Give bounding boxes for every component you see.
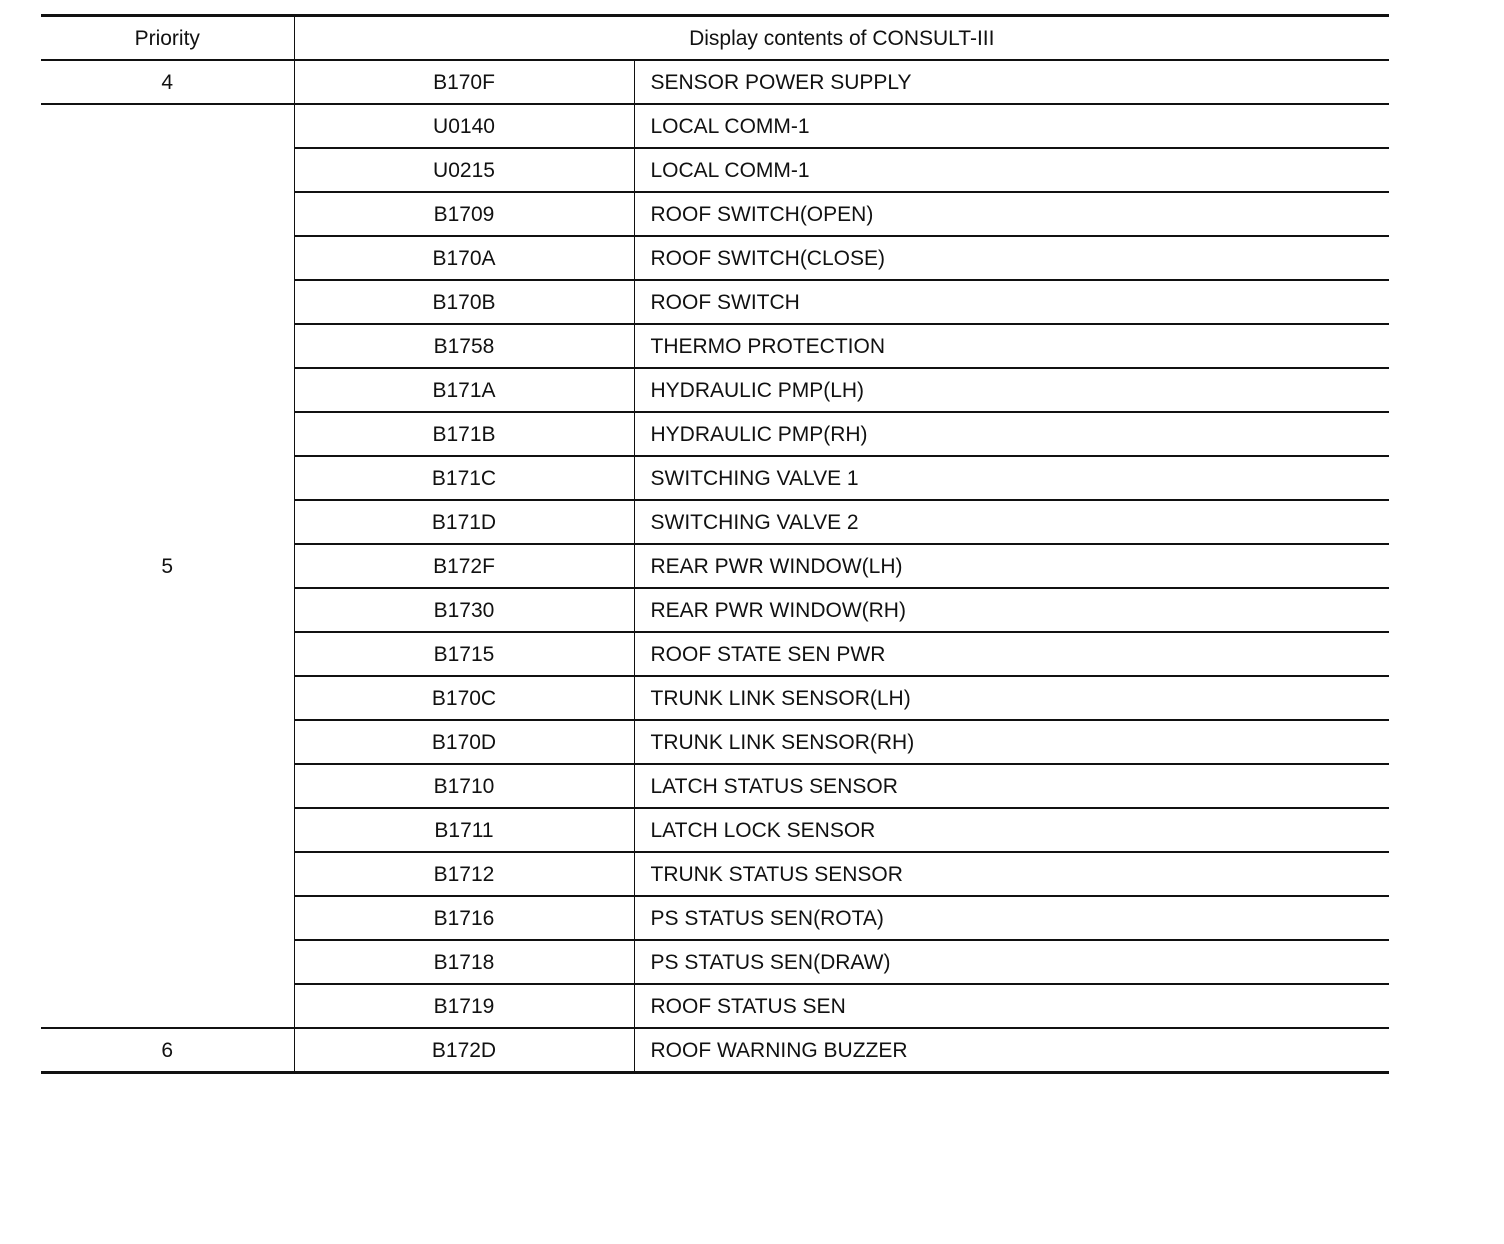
dtc-description-cell: ROOF STATE SEN PWR — [650, 642, 886, 666]
dtc-description-cell: HYDRAULIC PMP(RH) — [650, 422, 868, 446]
dtc-description-cell: PS STATUS SEN(ROTA) — [650, 906, 884, 930]
priority-cell: 6 — [41, 1028, 294, 1073]
dtc-description-cell: LATCH STATUS SENSOR — [650, 774, 898, 798]
dtc-code-cell: B172D — [294, 1028, 634, 1073]
dtc-description-cell: ROOF SWITCH — [650, 290, 800, 314]
dtc-description-cell: REAR PWR WINDOW(LH) — [650, 554, 903, 578]
display-contents-column-header: Display contents of CONSULT-III — [294, 16, 1389, 61]
dtc-code-cell: B171D — [294, 500, 634, 544]
dtc-description-cell: SWITCHING VALVE 1 — [650, 466, 859, 490]
dtc-code-cell: B170D — [294, 720, 634, 764]
dtc-description-cell: ROOF WARNING BUZZER — [650, 1038, 908, 1062]
priority-column-header: Priority — [41, 16, 294, 61]
dtc-code-cell: B1716 — [294, 896, 634, 940]
table-row — [41, 104, 1389, 148]
dtc-code-cell: B1710 — [294, 764, 634, 808]
dtc-description-cell: LATCH LOCK SENSOR — [650, 818, 876, 842]
dtc-description-cell: LOCAL COMM-1 — [650, 158, 810, 182]
dtc-code-cell: B171B — [294, 412, 634, 456]
dtc-description-cell: REAR PWR WINDOW(RH) — [650, 598, 906, 622]
priority-cell: 4 — [41, 60, 294, 104]
dtc-description-cell: SWITCHING VALVE 2 — [650, 510, 859, 534]
dtc-code-cell: B170F — [294, 60, 634, 104]
dtc-code-cell: B1758 — [294, 324, 634, 368]
dtc-description-cell: THERMO PROTECTION — [650, 334, 885, 358]
dtc-code-cell: B1730 — [294, 588, 634, 632]
priority-cell: 5 — [41, 104, 294, 1028]
dtc-code-cell: B170A — [294, 236, 634, 280]
dtc-code-cell: B1709 — [294, 192, 634, 236]
table-header — [41, 16, 1389, 61]
dtc-description-cell: TRUNK STATUS SENSOR — [650, 862, 903, 886]
dtc-code-cell: B1718 — [294, 940, 634, 984]
dtc-description-cell: SENSOR POWER SUPPLY — [650, 70, 912, 94]
dtc-description-cell: HYDRAULIC PMP(LH) — [650, 378, 865, 402]
dtc-code-cell: U0215 — [294, 148, 634, 192]
dtc-description-cell: LOCAL COMM-1 — [650, 114, 810, 138]
dtc-code-cell: U0140 — [294, 104, 634, 148]
dtc-code-cell: B170C — [294, 676, 634, 720]
dtc-description-cell: PS STATUS SEN(DRAW) — [650, 950, 891, 974]
dtc-description-cell: TRUNK LINK SENSOR(RH) — [650, 730, 915, 754]
dtc-description-cell: TRUNK LINK SENSOR(LH) — [650, 686, 911, 710]
dtc-description-cell: ROOF SWITCH(CLOSE) — [650, 246, 885, 270]
table-row — [41, 1028, 1389, 1073]
dtc-code-cell: B172F — [294, 544, 634, 588]
dtc-description-cell: ROOF SWITCH(OPEN) — [650, 202, 874, 226]
dtc-priority-table — [41, 14, 1389, 1074]
dtc-code-cell: B1715 — [294, 632, 634, 676]
dtc-code-cell: B1711 — [294, 808, 634, 852]
dtc-code-cell: B170B — [294, 280, 634, 324]
dtc-code-cell: B1719 — [294, 984, 634, 1028]
dtc-code-cell: B1712 — [294, 852, 634, 896]
table-body — [41, 60, 1389, 1073]
dtc-code-cell: B171C — [294, 456, 634, 500]
table-row — [41, 60, 1389, 104]
header-row — [41, 16, 1389, 61]
dtc-code-cell: B171A — [294, 368, 634, 412]
dtc-description-cell: ROOF STATUS SEN — [650, 994, 846, 1018]
